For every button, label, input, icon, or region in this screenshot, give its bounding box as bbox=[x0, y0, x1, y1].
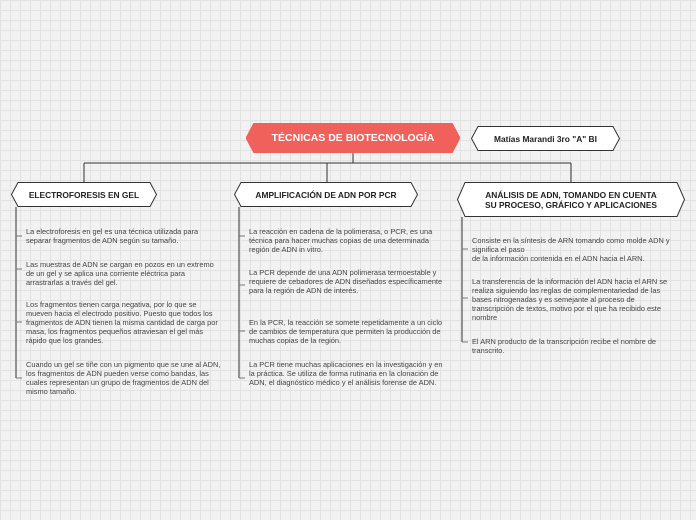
branch-3-title-line-1: ANÁLISIS DE ADN, TOMANDO EN CUENTA bbox=[485, 189, 657, 200]
note-electroforesis-2[interactable]: Las muestras de ADN se cargan en pozos en un extremo de un gel y se aplica una corriente eléctrica para arrastrarlas a través del gel. bbox=[26, 260, 214, 288]
branch-pcr[interactable] bbox=[234, 182, 418, 207]
branch-3-title bbox=[457, 182, 685, 217]
root-title: TÉCNICAS DE BIOTECNOLOGÍA bbox=[271, 132, 435, 144]
note-electroforesis-1[interactable]: La electroforesis en gel es una técnica utilizada para separar fragmentos de ADN según su tamaño. bbox=[26, 227, 199, 246]
branch-3-title-line-2: SU PROCESO, GRÁFICO Y APLICACIONES bbox=[484, 199, 658, 210]
note-pcr-1[interactable]: La reacción en cadena de la polimerasa, o PCR, es una técnica para hacer muchas copias de una determinada región de ADN in vitro. bbox=[249, 227, 433, 255]
note-analisis-3[interactable]: El ARN producto de la transcripción recibe el nombre de transcrito. bbox=[472, 337, 657, 356]
branch-1-title: ELECTROFORESIS EN GEL bbox=[28, 189, 140, 200]
author-name: Matías Marandi 3ro "A" BI bbox=[494, 133, 597, 144]
branch-electroforesis[interactable] bbox=[11, 182, 157, 207]
branch-2-title: AMPLIFICACIÓN DE ADN POR PCR bbox=[255, 189, 397, 200]
author-node[interactable] bbox=[471, 126, 620, 151]
note-electroforesis-4[interactable]: Cuando un gel se tiñe con un pigmento que se une al ADN, los fragmentos de ADN pueden verse como bandas, las cuales representan un grupo de fragmentos de ADN del mismo tamaño. bbox=[26, 360, 221, 397]
note-pcr-3[interactable]: En la PCR, la reacción se somete repetidamente a un ciclo de cambios de temperatura que permiten la producción de muchas copias de la región. bbox=[249, 318, 443, 346]
root-node[interactable] bbox=[246, 123, 460, 153]
note-analisis-2[interactable]: La transferencia de la información del ADN hacia el ARN se realiza siguiendo las reglas de complementariedad de las bases nitrogenadas y es semejante al proceso de transcripción de textos, motivo por el que ha recibido este nombre bbox=[472, 277, 668, 323]
branch-analisis[interactable] bbox=[457, 182, 685, 217]
note-analisis-1[interactable]: Consiste en la síntesis de ARN tomando como molde ADN y significa el paso de la información contenida en el ADN hacia el ARN. bbox=[472, 236, 670, 264]
note-electroforesis-3[interactable]: Los fragmentos tienen carga negativa, por lo que se mueven hacia el electrodo positivo. Puesto que todos los fragmentos de ADN tienen la misma cantidad de carga por masa, los fragmentos pequeños atraviesan el gel más rápido que los grandes. bbox=[26, 300, 218, 346]
note-pcr-2[interactable]: La PCR depende de una ADN polimerasa termoestable y requiere de cebadores de ADN diseñados específicamente para la región de ADN de interés. bbox=[249, 268, 443, 296]
note-pcr-4[interactable]: La PCR tiene muchas aplicaciones en la investigación y en la práctica. Se utiliza de forma rutinaria en la clonación de ADN, el diagnóstico médico y el análisis forense de ADN. bbox=[249, 360, 443, 388]
